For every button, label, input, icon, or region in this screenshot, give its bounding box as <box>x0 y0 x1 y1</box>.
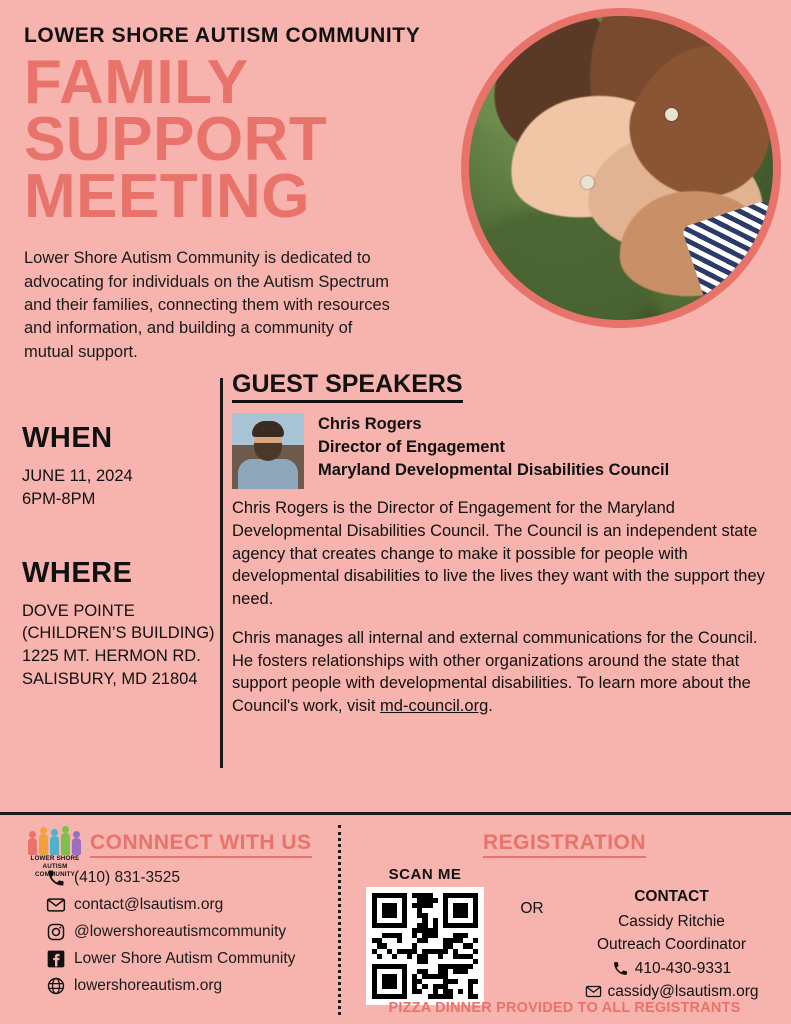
flyer-header <box>0 0 791 370</box>
speaker-row <box>232 413 770 489</box>
title-line-3: MEETING <box>24 162 310 232</box>
title-line-1: FAMILY <box>24 48 249 117</box>
md-council-link[interactable]: md-council.org <box>380 697 489 716</box>
flyer-body <box>0 370 791 802</box>
organization-logo <box>24 829 86 885</box>
contact-role: Outreach Coordinator <box>596 936 747 954</box>
intro-paragraph: Lower Shore Autism Community is dedicated to advocating for individuals on the Autism Spectrum and their families, connecting them with resources and information, and building a community of mutual support. <box>24 249 390 361</box>
title-line-2: SUPPORT <box>24 105 328 175</box>
organization-name: LOWER SHORE AUTISM COMMUNITY <box>24 24 421 47</box>
contact-email: cassidy@lsautism.org <box>607 982 759 1000</box>
list-item[interactable] <box>46 868 328 888</box>
connect-facebook: Lower Shore Autism Community <box>74 950 296 967</box>
contact-heading: CONTACT <box>634 888 709 905</box>
list-item[interactable] <box>46 976 328 996</box>
event-details-column <box>22 422 217 691</box>
pizza-note: PIZZA DINNER PROVIDED TO ALL REGISTRANTS <box>388 1000 741 1016</box>
speaker-organization: Maryland Developmental Disabilities Council <box>318 461 670 480</box>
globe-icon <box>46 976 66 996</box>
speaker-photo <box>232 413 304 489</box>
bio-text-before-link: Chris manages all internal and external communications for the Council. He fosters relationships with other organizations around the state that support people with developmental disabilities. To learn more about the Council's work, visit <box>232 628 758 716</box>
logo-line-3: COMMUNITY <box>35 870 75 878</box>
speaker-bio-paragraph-2 <box>232 627 770 718</box>
or-label: OR <box>520 900 544 917</box>
hero-photo <box>461 8 781 328</box>
qr-code-pattern <box>372 893 478 999</box>
connect-list <box>18 868 328 996</box>
instagram-icon <box>46 922 66 942</box>
where-line-4: SALISBURY, MD 21804 <box>22 669 198 688</box>
contact-phone-line[interactable] <box>569 957 774 980</box>
guest-speakers-heading: GUEST SPEAKERS <box>232 370 463 403</box>
contact-phone: 410-430-9331 <box>634 959 732 977</box>
where-line-3: 1225 MT. HERMON RD. <box>22 647 201 666</box>
connect-website: lowershoreautism.org <box>74 977 223 994</box>
connect-phone: (410) 831-3525 <box>74 869 180 886</box>
list-item[interactable] <box>46 895 328 915</box>
registration-contact <box>569 888 774 1003</box>
phone-icon <box>612 960 629 977</box>
when-block <box>22 422 217 511</box>
where-heading: WHERE <box>22 556 133 589</box>
speaker-name: Chris Rogers <box>318 415 422 433</box>
list-item[interactable] <box>46 949 328 969</box>
connect-email: contact@lsautism.org <box>74 896 224 913</box>
registration-body <box>352 866 777 1005</box>
facebook-icon <box>46 949 66 969</box>
when-time: 6PM-8PM <box>22 489 96 508</box>
list-item[interactable] <box>46 922 328 942</box>
bio-text-after-link: . <box>488 697 493 716</box>
connect-section <box>18 825 328 1003</box>
speaker-role: Director of Engagement <box>318 438 506 457</box>
speaker-bio <box>232 497 770 718</box>
where-block <box>22 557 217 691</box>
footer-dotted-divider <box>338 825 341 1015</box>
registration-section <box>352 825 777 1005</box>
hero-photo-image <box>469 16 773 320</box>
logo-line-2: AUTISM <box>42 862 68 870</box>
where-line-1: DOVE POINTE <box>22 601 135 620</box>
contact-name: Cassidy Ritchie <box>618 913 725 930</box>
scan-label: SCAN ME <box>388 866 462 883</box>
envelope-icon <box>46 895 66 915</box>
scan-block <box>355 866 495 1005</box>
when-heading: WHEN <box>22 422 113 454</box>
where-line-2: (CHILDREN’S BUILDING) <box>22 624 215 643</box>
speaker-identity <box>318 413 669 482</box>
flyer-footer <box>0 812 791 1024</box>
speaker-bio-paragraph-1: Chris Rogers is the Director of Engagement for the Maryland Developmental Disabilities Council. The Council is an independent state agency that creates change to make it possible for people with developmental disabilities to live the lives they want with the support they need. <box>232 499 765 609</box>
guest-speakers-column <box>232 370 770 734</box>
connect-instagram: @lowershoreautismcommunity <box>74 923 287 940</box>
connect-heading: CONNNECT WITH US <box>90 831 312 858</box>
qr-code[interactable] <box>366 887 484 1005</box>
vertical-divider <box>220 378 223 768</box>
logo-figures-icon <box>24 829 86 855</box>
registration-heading: REGISTRATION <box>483 831 646 858</box>
when-date: JUNE 11, 2024 <box>22 467 133 485</box>
page-title <box>24 48 404 232</box>
logo-line-1: LOWER SHORE <box>30 855 80 862</box>
envelope-icon <box>585 983 602 1000</box>
